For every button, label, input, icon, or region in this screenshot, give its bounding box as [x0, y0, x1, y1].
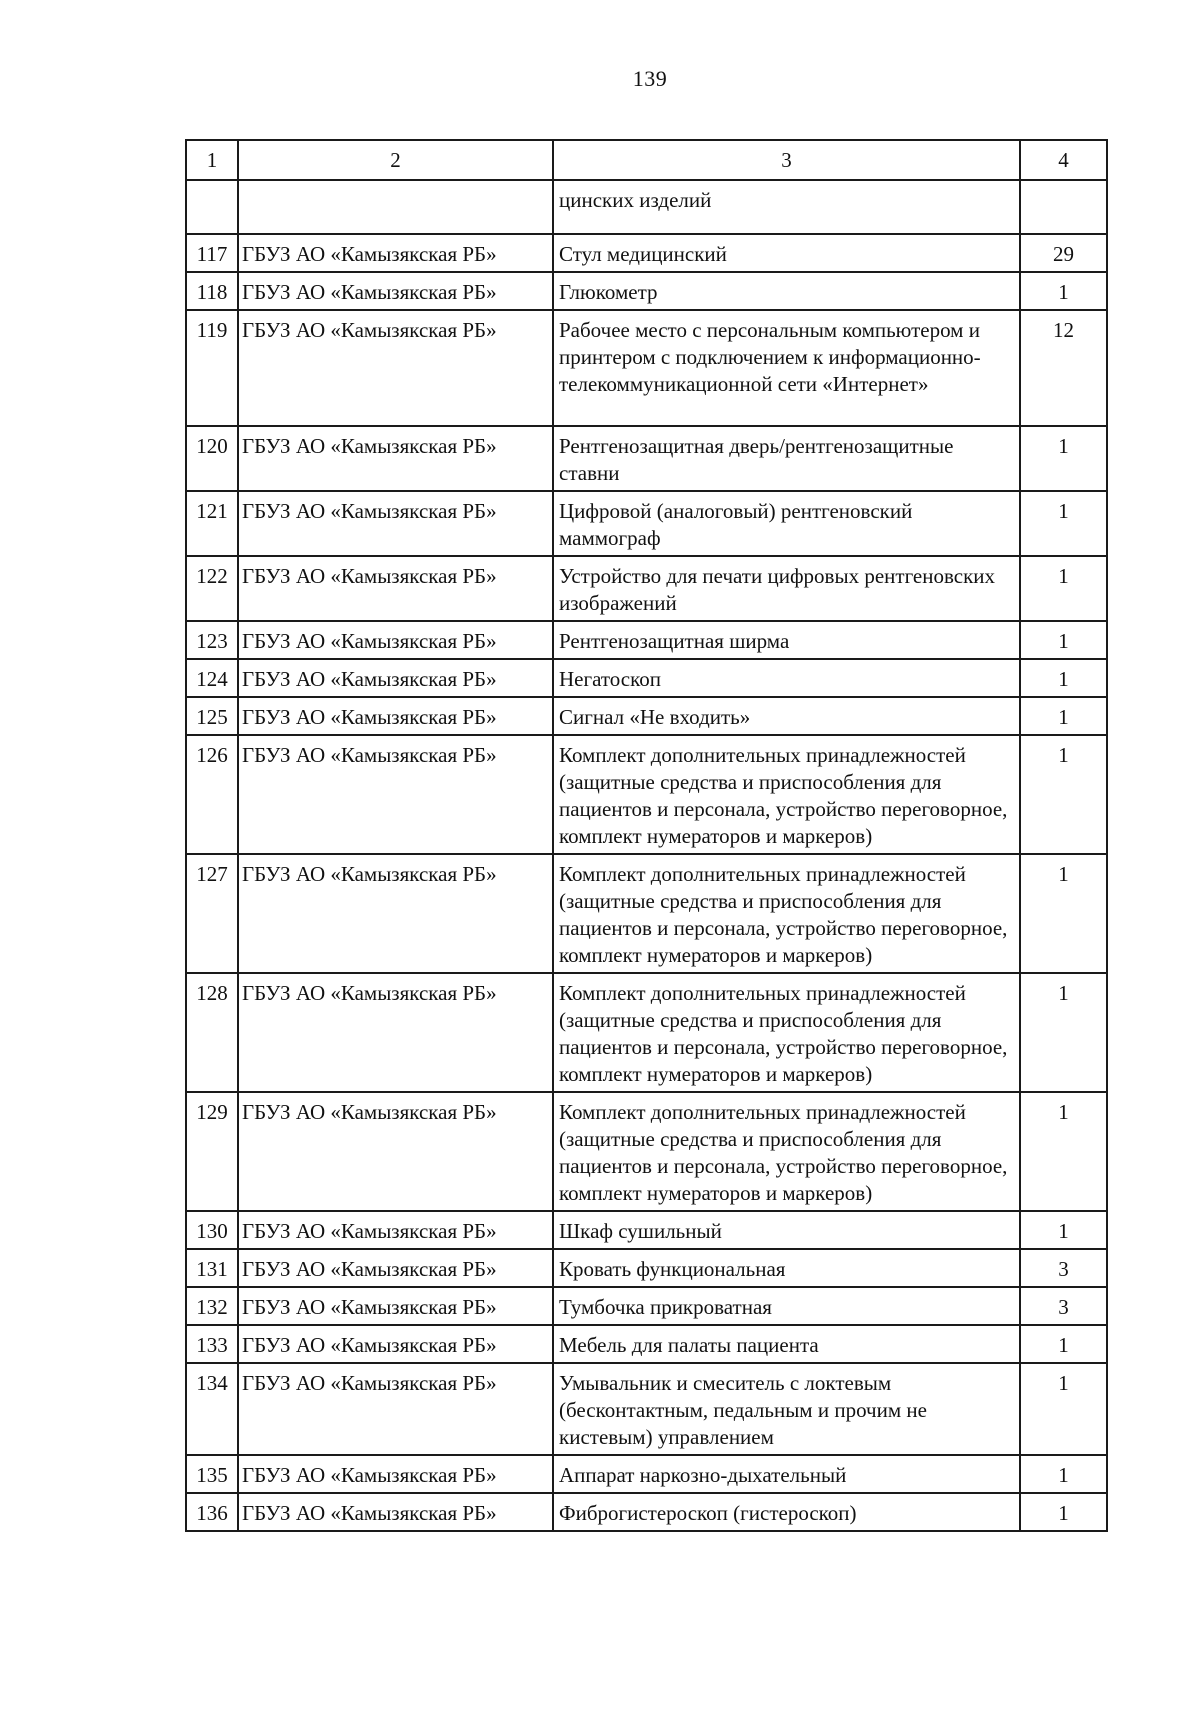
row-number: 129	[186, 1092, 238, 1211]
organization-name: ГБУЗ АО «Камызякская РБ»	[238, 426, 553, 491]
equipment-name: Негатоскоп	[553, 659, 1020, 697]
organization-name: ГБУЗ АО «Камызякская РБ»	[238, 1287, 553, 1325]
row-number: 117	[186, 234, 238, 272]
organization-name: ГБУЗ АО «Камызякская РБ»	[238, 1363, 553, 1455]
quantity: 1	[1020, 1455, 1107, 1493]
equipment-name: Кровать функциональная	[553, 1249, 1020, 1287]
quantity: 1	[1020, 1325, 1107, 1363]
quantity: 1	[1020, 735, 1107, 854]
organization-name: ГБУЗ АО «Камызякская РБ»	[238, 659, 553, 697]
row-number: 135	[186, 1455, 238, 1493]
organization-name: ГБУЗ АО «Камызякская РБ»	[238, 973, 553, 1092]
table-row	[186, 697, 1107, 735]
row-number: 133	[186, 1325, 238, 1363]
row-number: 118	[186, 272, 238, 310]
table-row	[186, 1092, 1107, 1211]
quantity: 1	[1020, 426, 1107, 491]
row-number: 127	[186, 854, 238, 973]
organization-name: ГБУЗ АО «Камызякская РБ»	[238, 234, 553, 272]
header-cell-3: 3	[553, 140, 1020, 180]
table-row	[186, 1211, 1107, 1249]
table-row	[186, 973, 1107, 1092]
quantity: 1	[1020, 697, 1107, 735]
table-row	[186, 426, 1107, 491]
equipment-name: Комплект дополнительных принадлежностей (защитные средства и приспособления для пациентов и персонала, устройство переговорное, комплект нумераторов и маркеров)	[553, 1092, 1020, 1211]
row-number: 136	[186, 1493, 238, 1531]
table-row	[186, 1493, 1107, 1531]
row-number: 126	[186, 735, 238, 854]
equipment-name: Шкаф сушильный	[553, 1211, 1020, 1249]
equipment-name: Аппарат наркозно-дыхательный	[553, 1455, 1020, 1493]
table-row	[186, 180, 1107, 234]
equipment-name: Сигнал «Не входить»	[553, 697, 1020, 735]
table-row	[186, 1363, 1107, 1455]
equipment-name: Рентгенозащитная дверь/рентгенозащитные ставни	[553, 426, 1020, 491]
table-row	[186, 735, 1107, 854]
row-number: 123	[186, 621, 238, 659]
equipment-name: Рабочее место с персональным компьютером и принтером с подключением к информационно-телекоммуникационной сети «Интернет»	[553, 310, 1020, 426]
table-row	[186, 1287, 1107, 1325]
organization-name: ГБУЗ АО «Камызякская РБ»	[238, 1249, 553, 1287]
row-number: 134	[186, 1363, 238, 1455]
row-number: 131	[186, 1249, 238, 1287]
row-number: 122	[186, 556, 238, 621]
organization-name: ГБУЗ АО «Камызякская РБ»	[238, 272, 553, 310]
table-row	[186, 310, 1107, 426]
equipment-name: Фиброгистероскоп (гистероскоп)	[553, 1493, 1020, 1531]
equipment-name: Глюкометр	[553, 272, 1020, 310]
row-number: 132	[186, 1287, 238, 1325]
table-row	[186, 621, 1107, 659]
quantity	[1020, 180, 1107, 234]
quantity: 29	[1020, 234, 1107, 272]
equipment-name: Цифровой (аналоговый) рентгеновский маммограф	[553, 491, 1020, 556]
organization-name: ГБУЗ АО «Камызякская РБ»	[238, 1455, 553, 1493]
quantity: 1	[1020, 491, 1107, 556]
quantity: 1	[1020, 621, 1107, 659]
row-number: 124	[186, 659, 238, 697]
row-number: 121	[186, 491, 238, 556]
table-row	[186, 1249, 1107, 1287]
table-row	[186, 272, 1107, 310]
equipment-table	[185, 139, 1108, 1532]
header-cell-1: 1	[186, 140, 238, 180]
quantity: 1	[1020, 1363, 1107, 1455]
equipment-name: Стул медицинский	[553, 234, 1020, 272]
organization-name	[238, 180, 553, 234]
table-row	[186, 234, 1107, 272]
row-number: 128	[186, 973, 238, 1092]
organization-name: ГБУЗ АО «Камызякская РБ»	[238, 697, 553, 735]
equipment-name: Умывальник и смеситель с локтевым (бесконтактным, педальным и прочим не кистевым) управлением	[553, 1363, 1020, 1455]
row-number: 125	[186, 697, 238, 735]
table-row	[186, 1455, 1107, 1493]
organization-name: ГБУЗ АО «Камызякская РБ»	[238, 556, 553, 621]
quantity: 1	[1020, 854, 1107, 973]
quantity: 3	[1020, 1249, 1107, 1287]
equipment-name: Комплект дополнительных принадлежностей (защитные средства и приспособления для пациентов и персонала, устройство переговорное, комплект нумераторов и маркеров)	[553, 973, 1020, 1092]
quantity: 1	[1020, 272, 1107, 310]
organization-name: ГБУЗ АО «Камызякская РБ»	[238, 1493, 553, 1531]
equipment-name: Устройство для печати цифровых рентгеновских изображений	[553, 556, 1020, 621]
equipment-name: цинских изделий	[553, 180, 1020, 234]
organization-name: ГБУЗ АО «Камызякская РБ»	[238, 854, 553, 973]
row-number: 120	[186, 426, 238, 491]
quantity: 1	[1020, 1092, 1107, 1211]
quantity: 1	[1020, 1211, 1107, 1249]
organization-name: ГБУЗ АО «Камызякская РБ»	[238, 1325, 553, 1363]
organization-name: ГБУЗ АО «Камызякская РБ»	[238, 735, 553, 854]
organization-name: ГБУЗ АО «Камызякская РБ»	[238, 310, 553, 426]
header-cell-2: 2	[238, 140, 553, 180]
equipment-name: Мебель для палаты пациента	[553, 1325, 1020, 1363]
table-header-row	[186, 140, 1107, 180]
equipment-name: Комплект дополнительных принадлежностей (защитные средства и приспособления для пациентов и персонала, устройство переговорное, комплект нумераторов и маркеров)	[553, 854, 1020, 973]
table-row	[186, 854, 1107, 973]
header-cell-4: 4	[1020, 140, 1107, 180]
quantity: 1	[1020, 1493, 1107, 1531]
table-body	[186, 140, 1107, 1531]
table-row	[186, 556, 1107, 621]
organization-name: ГБУЗ АО «Камызякская РБ»	[238, 1211, 553, 1249]
organization-name: ГБУЗ АО «Камызякская РБ»	[238, 1092, 553, 1211]
quantity: 12	[1020, 310, 1107, 426]
row-number: 119	[186, 310, 238, 426]
row-number: 130	[186, 1211, 238, 1249]
quantity: 1	[1020, 973, 1107, 1092]
equipment-name: Рентгенозащитная ширма	[553, 621, 1020, 659]
organization-name: ГБУЗ АО «Камызякская РБ»	[238, 621, 553, 659]
page-number: 139	[632, 66, 668, 91]
table-row	[186, 491, 1107, 556]
row-number	[186, 180, 238, 234]
organization-name: ГБУЗ АО «Камызякская РБ»	[238, 491, 553, 556]
quantity: 1	[1020, 659, 1107, 697]
equipment-name: Тумбочка прикроватная	[553, 1287, 1020, 1325]
equipment-name: Комплект дополнительных принадлежностей (защитные средства и приспособления для пациентов и персонала, устройство переговорное, комплект нумераторов и маркеров)	[553, 735, 1020, 854]
quantity: 1	[1020, 556, 1107, 621]
quantity: 3	[1020, 1287, 1107, 1325]
table-row	[186, 1325, 1107, 1363]
table-row	[186, 659, 1107, 697]
